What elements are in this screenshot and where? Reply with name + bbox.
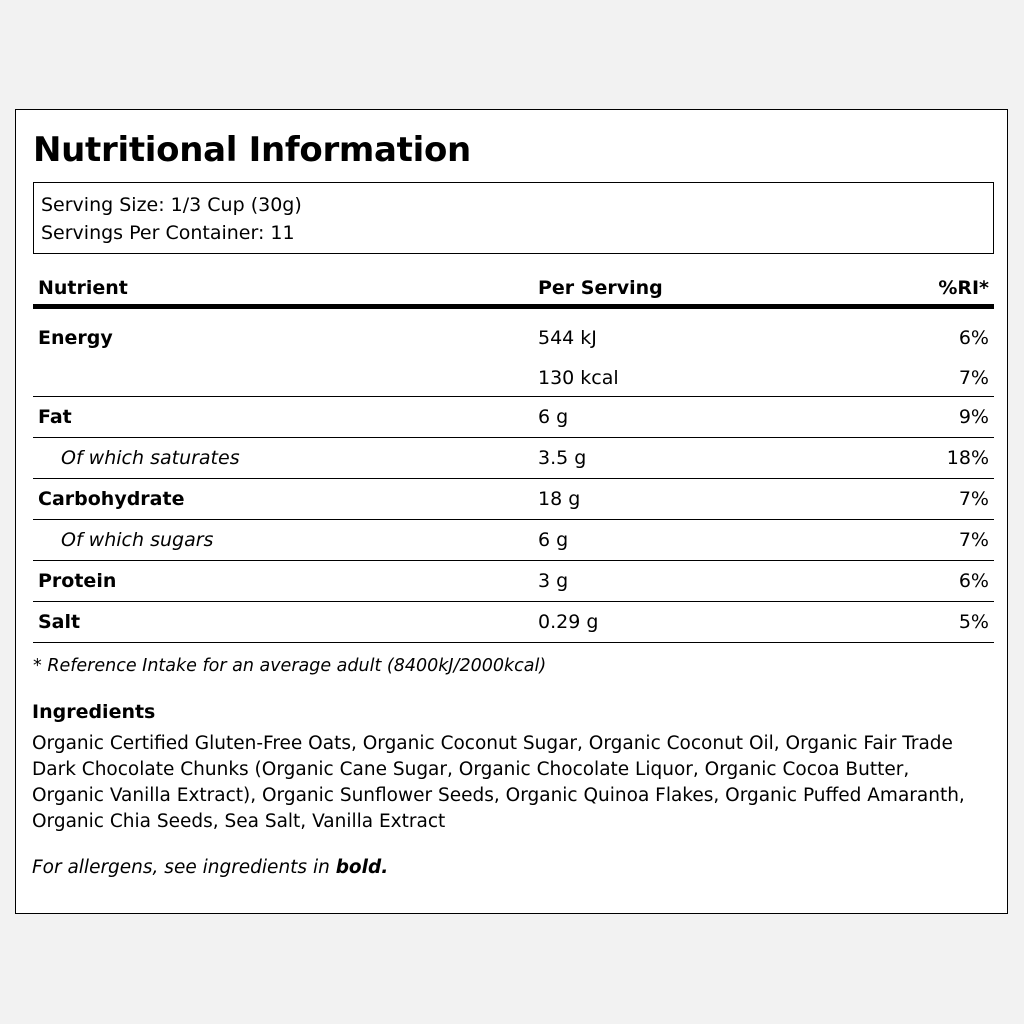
nutrient-label: Of which sugars — [61, 529, 214, 551]
ri-value: 9% — [958, 406, 989, 428]
table-header-row — [33, 270, 994, 309]
per-serving-value: 3 g — [538, 570, 569, 592]
serving-info-box — [33, 182, 994, 254]
ri-value: 7% — [958, 529, 989, 551]
page-title: Nutritional Information — [33, 130, 471, 170]
table-row-energy — [33, 309, 994, 397]
nutrition-table — [33, 270, 994, 643]
table-row-salt — [33, 602, 994, 643]
header-nutrient: Nutrient — [38, 277, 128, 299]
table-row-carbohydrate — [33, 479, 994, 520]
table-row-sugars — [33, 520, 994, 561]
header-ri: %RI* — [938, 277, 989, 299]
per-serving-value: 6 g — [538, 529, 569, 551]
ri-value: 6% — [958, 570, 989, 592]
per-serving-value: 3.5 g — [538, 447, 587, 469]
table-row-fat — [33, 397, 994, 438]
header-per-serving: Per Serving — [538, 277, 663, 299]
energy-kj: 544 kJ — [538, 327, 597, 349]
energy-kj-ri: 6% — [958, 327, 989, 349]
nutrition-label — [15, 109, 1008, 914]
serving-size: Serving Size: 1/3 Cup (30g) — [41, 194, 302, 216]
nutrient-label: Fat — [38, 406, 72, 428]
per-serving-value: 0.29 g — [538, 611, 599, 633]
allergen-note-text: For allergens, see ingredients in — [32, 857, 336, 878]
ingredients-text: Organic Certified Gluten-Free Oats, Organic Coconut Sugar, Organic Coconut Oil, Organic Fair Trade Dark Chocolate Chunks (Organic Cane Sugar, Organic Chocolate Liquor, Organic Cocoa Butter, Organic Vanilla Extract), Organic Sunflower Seeds, Organic Quinoa Flakes, Organic Puffed Amaranth, Organic Chia Seeds, Sea Salt, Vanilla Extract — [32, 733, 965, 832]
ri-value: 18% — [946, 447, 989, 469]
servings-per-container: Servings Per Container: 11 — [41, 222, 295, 244]
energy-label: Energy — [38, 327, 113, 349]
table-row-saturates — [33, 438, 994, 479]
allergen-note-emphasis: bold. — [335, 857, 389, 878]
per-serving-value: 18 g — [538, 488, 581, 510]
table-row-protein — [33, 561, 994, 602]
nutrient-label: Protein — [38, 570, 117, 592]
ri-value: 5% — [958, 611, 989, 633]
per-serving-value: 6 g — [538, 406, 569, 428]
energy-kcal-ri: 7% — [958, 367, 989, 389]
reference-intake-footnote: * Reference Intake for an average adult (8400kJ/2000kcal) — [33, 656, 547, 676]
nutrient-label: Carbohydrate — [38, 488, 185, 510]
energy-kcal: 130 kcal — [538, 367, 619, 389]
allergen-note — [32, 855, 388, 881]
ri-value: 7% — [958, 488, 989, 510]
nutrient-label: Of which saturates — [61, 447, 240, 469]
nutrient-label: Salt — [38, 611, 81, 633]
ingredients-heading: Ingredients — [32, 701, 156, 723]
